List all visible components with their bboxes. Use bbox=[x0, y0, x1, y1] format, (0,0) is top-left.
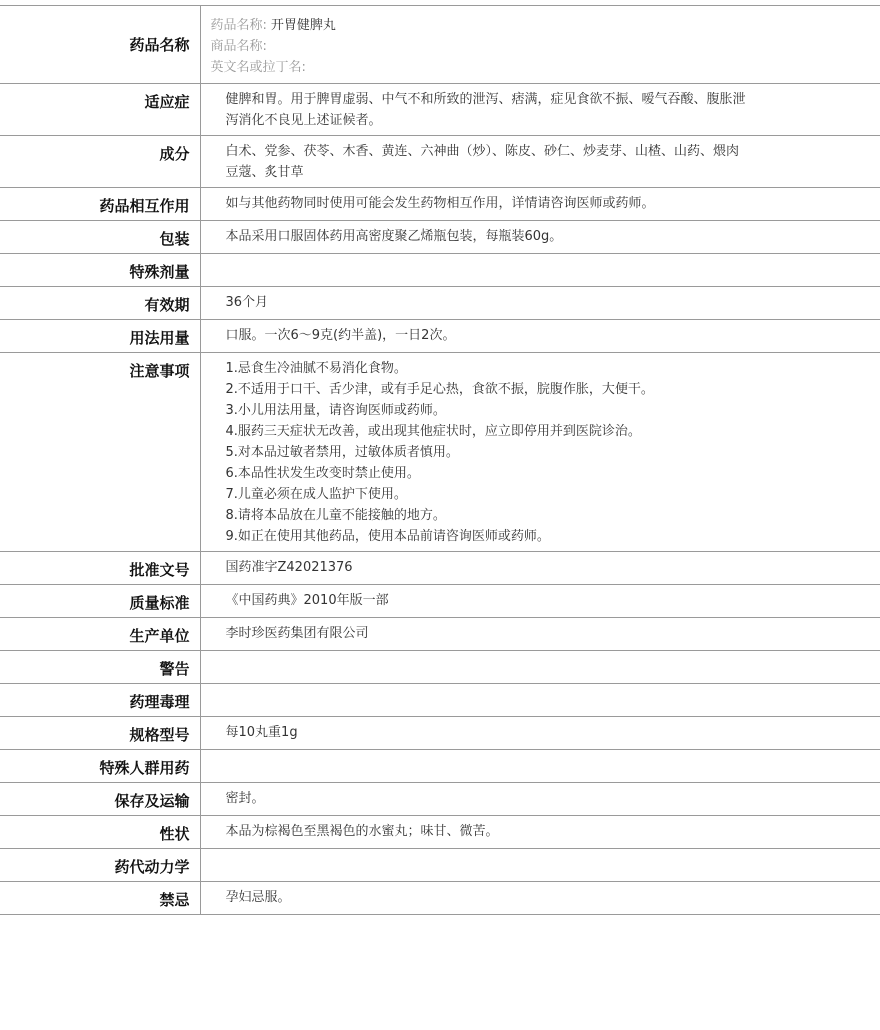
row-label bbox=[0, 717, 200, 750]
value-line: 5.对本品过敏者禁用，过敏体质者慎用。 bbox=[225, 445, 459, 460]
row-value bbox=[200, 717, 880, 750]
row-value bbox=[200, 783, 880, 816]
row-label bbox=[0, 882, 200, 915]
value-line: 本品为棕褐色至黑褐色的水蜜丸；味甘、微苦。 bbox=[225, 824, 499, 839]
row-dosage bbox=[0, 320, 880, 353]
drug-info-table bbox=[0, 5, 880, 915]
row-contraindications bbox=[0, 882, 880, 915]
row-pharmacokinetics bbox=[0, 849, 880, 882]
row-indications bbox=[0, 84, 880, 136]
english-name-label: 英文名或拉丁名: bbox=[210, 60, 306, 75]
value-line: 泻消化不良见上述证候者。 bbox=[225, 113, 382, 128]
row-warning bbox=[0, 651, 880, 684]
drug-info-table-body bbox=[0, 6, 880, 915]
value-line: 9.如正在使用其他药品，使用本品前请咨询医师或药师。 bbox=[225, 529, 550, 544]
value-line: 2.不适用于口干、舌少津，或有手足心热，食欲不振，脘腹作胀，大便干。 bbox=[225, 382, 654, 397]
row-label-text: 特殊剂量 bbox=[129, 263, 190, 281]
drug-name-line bbox=[211, 15, 867, 36]
row-ingredients bbox=[0, 136, 880, 188]
row-label-text: 批准文号 bbox=[129, 561, 190, 579]
english-name-line bbox=[211, 57, 867, 78]
row-value bbox=[200, 84, 880, 136]
trade-name-label: 商品名称: bbox=[210, 39, 267, 54]
row-label-text: 生产单位 bbox=[129, 627, 190, 645]
row-value bbox=[200, 287, 880, 320]
row-special-populations bbox=[0, 750, 880, 783]
value-line: 3.小儿用法用量，请咨询医师或药师。 bbox=[225, 403, 446, 418]
value-line: 8.请将本品放在儿童不能接触的地方。 bbox=[225, 508, 446, 523]
row-label-text: 特殊人群用药 bbox=[99, 759, 190, 777]
row-label bbox=[0, 618, 200, 651]
row-label bbox=[0, 849, 200, 882]
row-label bbox=[0, 320, 200, 353]
value-line: 1.忌食生冷油腻不易消化食物。 bbox=[225, 361, 407, 376]
row-label-text: 规格型号 bbox=[129, 726, 190, 744]
row-label bbox=[0, 353, 200, 552]
value-line: 36个月 bbox=[225, 295, 269, 310]
row-label bbox=[0, 287, 200, 320]
names-cell bbox=[200, 6, 880, 84]
row-label-text: 药代动力学 bbox=[114, 858, 190, 876]
row-value bbox=[200, 136, 880, 188]
row-label-text: 性状 bbox=[159, 825, 190, 843]
row-value bbox=[200, 254, 880, 287]
value-line: 豆蔻、炙甘草 bbox=[225, 165, 304, 180]
row-value bbox=[200, 552, 880, 585]
row-quality-standard bbox=[0, 585, 880, 618]
value-line: 《中国药典》2010年版一部 bbox=[225, 593, 389, 608]
row-label-text: 禁忌 bbox=[159, 891, 190, 909]
row-label-text: 药理毒理 bbox=[129, 693, 190, 711]
row-label-text: 成分 bbox=[159, 145, 190, 163]
value-line: 李时珍医药集团有限公司 bbox=[225, 626, 369, 641]
row-label-text: 注意事项 bbox=[129, 362, 190, 380]
row-value bbox=[200, 684, 880, 717]
drug-name-label: 药品名称: bbox=[210, 18, 267, 33]
row-label bbox=[0, 221, 200, 254]
row-description bbox=[0, 816, 880, 849]
row-value bbox=[200, 221, 880, 254]
row-label bbox=[0, 783, 200, 816]
row-value bbox=[200, 816, 880, 849]
row-label-text: 包装 bbox=[159, 230, 190, 248]
value-line: 7.儿童必须在成人监护下使用。 bbox=[225, 487, 407, 502]
row-approval-number bbox=[0, 552, 880, 585]
row-label-text: 适应症 bbox=[144, 93, 190, 111]
value-line: 本品采用口服固体药用高密度聚乙烯瓶包装，每瓶装60g。 bbox=[225, 229, 563, 244]
row-label bbox=[0, 84, 200, 136]
value-line: 如与其他药物同时使用可能会发生药物相互作用，详情请咨询医师或药师。 bbox=[225, 196, 655, 211]
row-label bbox=[0, 585, 200, 618]
row-label bbox=[0, 136, 200, 188]
row-label bbox=[0, 188, 200, 221]
value-line: 每10丸重1g bbox=[225, 725, 298, 740]
row-shelf-life bbox=[0, 287, 880, 320]
value-line: 口服。一次6～9克(约半盖)，一日2次。 bbox=[225, 328, 456, 343]
row-label bbox=[0, 651, 200, 684]
row-packaging bbox=[0, 221, 880, 254]
row-label bbox=[0, 750, 200, 783]
row-special-dosage bbox=[0, 254, 880, 287]
row-drug-names bbox=[0, 6, 880, 84]
row-value bbox=[200, 882, 880, 915]
row-label-text: 有效期 bbox=[144, 296, 190, 314]
drug-name-value: 开胃健脾丸 bbox=[270, 18, 336, 33]
row-interactions bbox=[0, 188, 880, 221]
value-line: 健脾和胃。用于脾胃虚弱、中气不和所致的泄泻、痞满，症见食欲不振、嗳气吞酸、腹胀泄 bbox=[225, 92, 746, 107]
row-label-text: 药品名称 bbox=[129, 36, 190, 54]
row-precautions bbox=[0, 353, 880, 552]
row-value bbox=[200, 353, 880, 552]
row-label bbox=[0, 684, 200, 717]
row-value bbox=[200, 750, 880, 783]
value-line: 6.本品性状发生改变时禁止使用。 bbox=[225, 466, 420, 481]
row-label bbox=[0, 552, 200, 585]
row-label-text: 药品相互作用 bbox=[99, 197, 190, 215]
row-value bbox=[200, 585, 880, 618]
row-value bbox=[200, 188, 880, 221]
row-specification bbox=[0, 717, 880, 750]
row-value bbox=[200, 320, 880, 353]
trade-name-line bbox=[211, 36, 867, 57]
row-label bbox=[0, 816, 200, 849]
row-label-text: 保存及运输 bbox=[114, 792, 190, 810]
row-value bbox=[200, 618, 880, 651]
row-manufacturer bbox=[0, 618, 880, 651]
row-value bbox=[200, 651, 880, 684]
row-label bbox=[0, 6, 200, 84]
value-line: 密封。 bbox=[225, 791, 265, 806]
row-label-text: 警告 bbox=[159, 660, 190, 678]
value-line: 国药准字Z42021376 bbox=[225, 560, 353, 575]
row-value bbox=[200, 849, 880, 882]
value-line: 孕妇忌服。 bbox=[225, 890, 291, 905]
row-label-text: 用法用量 bbox=[129, 329, 190, 347]
row-label bbox=[0, 254, 200, 287]
value-line: 4.服药三天症状无改善，或出现其他症状时，应立即停用并到医院诊治。 bbox=[225, 424, 641, 439]
row-storage bbox=[0, 783, 880, 816]
value-line: 白术、党参、茯苓、木香、黄连、六神曲（炒）、陈皮、砂仁、炒麦芽、山楂、山药、煨肉 bbox=[225, 144, 740, 159]
row-pharmacology bbox=[0, 684, 880, 717]
row-label-text: 质量标准 bbox=[129, 594, 190, 612]
